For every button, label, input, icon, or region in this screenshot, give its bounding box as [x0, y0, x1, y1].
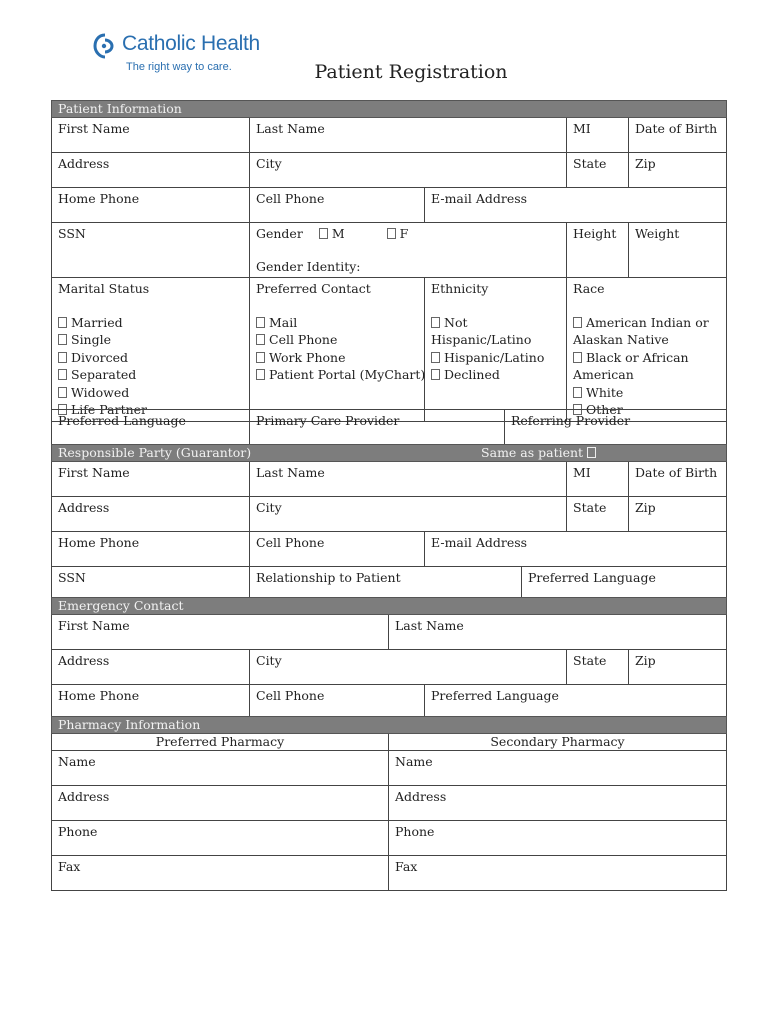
marital-option-married[interactable]: [58, 314, 243, 332]
contact-option-mail[interactable]: [256, 314, 418, 332]
marital-married-label: Married: [71, 314, 123, 330]
preferred-pharmacy-phone-field[interactable]: Phone: [52, 821, 389, 856]
emergency-city-field[interactable]: City: [250, 650, 567, 685]
secondary-pharmacy-address-field[interactable]: Address: [389, 786, 727, 821]
race-american-indian-checkbox[interactable]: [573, 317, 582, 328]
ethnicity-declined-checkbox[interactable]: [431, 369, 440, 380]
responsible-party-header: [52, 445, 727, 462]
emergency-last-name-field[interactable]: Last Name: [389, 615, 727, 650]
emergency-state-field[interactable]: State: [567, 650, 629, 685]
patient-gender-field: [250, 223, 567, 278]
guarantor-ssn-field[interactable]: SSN: [52, 567, 250, 602]
contact-mail-label: Mail: [269, 314, 298, 330]
contact-option-work-phone[interactable]: [256, 349, 418, 367]
secondary-pharmacy-fax-field[interactable]: Fax: [389, 856, 727, 891]
marital-status-label: Marital Status: [58, 281, 150, 296]
marital-married-checkbox[interactable]: [58, 317, 67, 328]
patient-height-field[interactable]: Height: [567, 223, 629, 278]
contact-mail-checkbox[interactable]: [256, 317, 265, 328]
ethnicity-hispanic-checkbox[interactable]: [431, 352, 440, 363]
preferred-contact-label: Preferred Contact: [256, 281, 371, 296]
pharmacy-information-header: Pharmacy Information: [52, 717, 727, 734]
patient-home-phone-field[interactable]: Home Phone: [52, 188, 250, 223]
responsible-party-section: [51, 444, 727, 602]
race-option-white[interactable]: [573, 384, 720, 402]
catholic-health-logo-icon: [92, 32, 118, 60]
contact-work-phone-checkbox[interactable]: [256, 352, 265, 363]
ethnicity-not-hispanic-label: Not Hispanic/Latino: [431, 314, 532, 347]
guarantor-city-field[interactable]: City: [250, 497, 567, 532]
secondary-pharmacy-name-field[interactable]: Name: [389, 751, 727, 786]
brand-tagline: The right way to care.: [126, 61, 232, 73]
race-black-label: Black or African American: [573, 349, 689, 382]
preferred-contact-group: [250, 278, 425, 422]
guarantor-preferred-language-field[interactable]: Preferred Language: [522, 567, 727, 602]
marital-life-partner-label: Life Partner: [71, 402, 148, 417]
marital-widowed-checkbox[interactable]: [58, 387, 67, 398]
pharmacy-information-section: [51, 716, 727, 891]
preferred-pharmacy-heading: Preferred Pharmacy: [52, 734, 389, 751]
emergency-cell-phone-field[interactable]: Cell Phone: [250, 685, 425, 720]
guarantor-zip-field[interactable]: Zip: [629, 497, 727, 532]
patient-email-field[interactable]: E-mail Address: [425, 188, 727, 223]
patient-zip-field[interactable]: Zip: [629, 153, 727, 188]
marital-single-checkbox[interactable]: [58, 334, 67, 345]
marital-option-single[interactable]: [58, 331, 243, 349]
form-title: Patient Registration: [314, 61, 508, 83]
race-white-label: White: [586, 384, 624, 400]
marital-option-divorced[interactable]: [58, 349, 243, 367]
ethnicity-hispanic-label: Hispanic/Latino: [444, 349, 545, 365]
brand-name: Catholic Health: [122, 32, 260, 55]
emergency-contact-section: [51, 597, 727, 720]
same-as-patient-checkbox[interactable]: [587, 447, 596, 458]
race-other-label: Other: [586, 402, 623, 417]
contact-patient-portal-label: Patient Portal (MyChart): [269, 367, 426, 382]
emergency-home-phone-field[interactable]: Home Phone: [52, 685, 250, 720]
guarantor-address-field[interactable]: Address: [52, 497, 250, 532]
ethnicity-group: [425, 278, 567, 422]
contact-cell-phone-label: Cell Phone: [269, 332, 338, 347]
race-american-indian-label: American Indian or Alaskan Native: [573, 314, 709, 347]
race-option-black[interactable]: [573, 349, 720, 384]
responsible-party-title: Responsible Party (Guarantor): [58, 445, 252, 460]
guarantor-state-field[interactable]: State: [567, 497, 629, 532]
gender-m-label: M: [331, 226, 345, 241]
guarantor-dob-field[interactable]: Date of Birth: [629, 462, 727, 497]
emergency-address-field[interactable]: Address: [52, 650, 250, 685]
ethnicity-option-hispanic[interactable]: [431, 349, 560, 367]
contact-option-patient-portal[interactable]: [256, 366, 426, 384]
secondary-pharmacy-heading: Secondary Pharmacy: [389, 734, 727, 751]
ethnicity-option-not-hispanic[interactable]: [431, 314, 560, 349]
marital-option-widowed[interactable]: [58, 384, 243, 402]
guarantor-relationship-field[interactable]: Relationship to Patient: [250, 567, 522, 602]
patient-dob-field[interactable]: Date of Birth: [629, 118, 727, 153]
gender-identity-field[interactable]: Gender Identity:: [256, 258, 361, 274]
patient-ssn-field[interactable]: SSN: [52, 223, 250, 278]
patient-address-field[interactable]: Address: [52, 153, 250, 188]
gender-m-checkbox[interactable]: [319, 228, 328, 239]
patient-provider-row: [51, 409, 727, 445]
race-group: [567, 278, 727, 422]
patient-weight-field[interactable]: Weight: [629, 223, 727, 278]
guarantor-home-phone-field[interactable]: Home Phone: [52, 532, 250, 567]
preferred-pharmacy-address-field[interactable]: Address: [52, 786, 389, 821]
guarantor-last-name-field[interactable]: Last Name: [250, 462, 567, 497]
patient-mi-field[interactable]: MI: [567, 118, 629, 153]
referring-provider-field[interactable]: Referring Provider: [505, 410, 727, 445]
marital-option-separated[interactable]: [58, 366, 243, 384]
emergency-contact-header: Emergency Contact: [52, 598, 727, 615]
patient-information-section: [51, 100, 727, 422]
emergency-zip-field[interactable]: Zip: [629, 650, 727, 685]
marital-divorced-label: Divorced: [71, 349, 128, 365]
race-white-checkbox[interactable]: [573, 387, 582, 398]
patient-last-name-field[interactable]: Last Name: [250, 118, 567, 153]
primary-care-provider-field[interactable]: Primary Care Provider: [250, 410, 505, 445]
race-option-american-indian[interactable]: [573, 314, 720, 349]
ethnicity-declined-label: Declined: [444, 367, 500, 382]
gender-f-checkbox[interactable]: [387, 228, 396, 239]
gender-f-label: F: [399, 226, 409, 241]
patient-city-field[interactable]: City: [250, 153, 567, 188]
ethnicity-option-declined[interactable]: [431, 366, 560, 384]
contact-cell-phone-checkbox[interactable]: [256, 334, 265, 345]
secondary-pharmacy-phone-field[interactable]: Phone: [389, 821, 727, 856]
ethnicity-not-hispanic-checkbox[interactable]: [431, 317, 440, 328]
marital-separated-label: Separated: [71, 367, 137, 382]
race-black-checkbox[interactable]: [573, 352, 582, 363]
patient-information-header: Patient Information: [52, 101, 727, 118]
same-as-patient-label: Same as patient: [481, 445, 584, 460]
emergency-preferred-language-field[interactable]: Preferred Language: [425, 685, 727, 720]
preferred-pharmacy-fax-field[interactable]: Fax: [52, 856, 389, 891]
gender-label: Gender: [256, 226, 303, 241]
contact-patient-portal-checkbox[interactable]: [256, 369, 265, 380]
guarantor-email-field[interactable]: E-mail Address: [425, 532, 727, 567]
patient-cell-phone-field[interactable]: Cell Phone: [250, 188, 425, 223]
marital-divorced-checkbox[interactable]: [58, 352, 67, 363]
marital-single-label: Single: [71, 332, 112, 347]
marital-widowed-label: Widowed: [71, 384, 130, 400]
ethnicity-label: Ethnicity: [431, 281, 489, 296]
race-label: Race: [573, 281, 605, 296]
contact-option-cell-phone[interactable]: [256, 331, 418, 349]
patient-state-field[interactable]: State: [567, 153, 629, 188]
guarantor-mi-field[interactable]: MI: [567, 462, 629, 497]
preferred-pharmacy-name-field[interactable]: Name: [52, 751, 389, 786]
guarantor-first-name-field[interactable]: First Name: [52, 462, 250, 497]
patient-preferred-language-field[interactable]: Preferred Language: [52, 410, 250, 445]
same-as-patient-option[interactable]: [481, 446, 600, 460]
marital-status-group: [52, 278, 250, 422]
emergency-first-name-field[interactable]: First Name: [52, 615, 389, 650]
patient-first-name-field[interactable]: First Name: [52, 118, 250, 153]
guarantor-cell-phone-field[interactable]: Cell Phone: [250, 532, 425, 567]
contact-work-phone-label: Work Phone: [269, 349, 346, 365]
marital-separated-checkbox[interactable]: [58, 369, 67, 380]
